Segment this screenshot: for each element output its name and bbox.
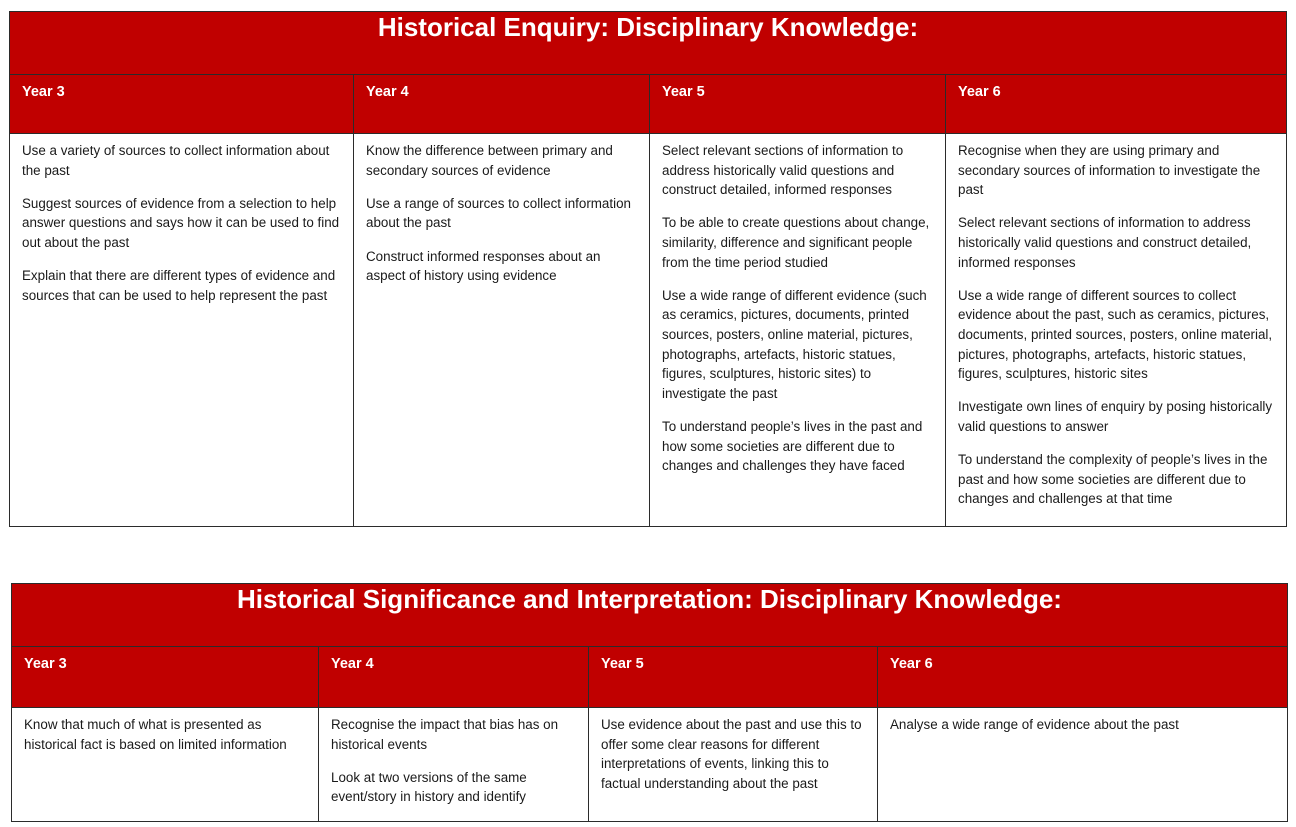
objective-text: Investigate own lines of enquiry by posing historically valid questions to answer: [958, 399, 1273, 434]
year-4-objectives: [319, 708, 589, 822]
objective-text: Use a variety of sources to collect information about the past: [22, 143, 330, 178]
objective-text: Construct informed responses about an aspect of history using evidence: [366, 248, 601, 284]
column-header-year-6: Year 6: [946, 75, 1287, 134]
year-4-objectives: [354, 134, 650, 527]
objective-text: Suggest sources of evidence from a selection to help answer questions and says how it can be used to find out about the past: [22, 195, 340, 250]
year-3-objectives: [10, 134, 354, 527]
objective-text: To be able to create questions about change, similarity, difference and significant people from the time period studied: [662, 215, 930, 270]
year-3-objectives: [12, 708, 319, 822]
year-6-objectives: [946, 134, 1287, 527]
column-header-year-3: Year 3: [12, 647, 319, 708]
column-header-year-4: Year 4: [319, 647, 589, 708]
objective-text: Know that much of what is presented as historical fact is based on limited information: [24, 717, 287, 752]
objective-text: Use a range of sources to collect information about the past: [366, 195, 631, 231]
table-title-text: Historical Significance and Interpretation: Disciplinary Knowledge:: [237, 584, 1062, 614]
column-header-year-3: Year 3: [10, 75, 354, 134]
column-header-year-4: Year 4: [354, 75, 650, 134]
objective-text: Know the difference between primary and secondary sources of evidence: [366, 143, 613, 178]
table-title: [10, 12, 1287, 75]
objective-text: Analyse a wide range of evidence about the past: [890, 717, 1179, 732]
historical-significance-table: [11, 583, 1288, 822]
objective-text: Use evidence about the past and use this to offer some clear reasons for different interpretations of events, linking this to factual understanding about the past: [601, 717, 862, 791]
column-header-year-5: Year 5: [650, 75, 946, 134]
objective-text: Use a wide range of different evidence (such as ceramics, pictures, documents, printed sources, posters, online material, pictures, photographs, artefacts, historic statues, figures, sculptures, historic sites) to investigate the past: [662, 287, 927, 401]
objective-text: To understand the complexity of people’s lives in the past and how some societies are different due to changes and challenges at that time: [958, 452, 1268, 507]
objective-text: To understand people’s lives in the past and how some societies are different due to changes and challenges they have faced: [662, 418, 923, 474]
historical-enquiry-table: [9, 11, 1287, 527]
objective-text: Explain that there are different types of evidence and sources that can be used to help represent the past: [22, 268, 336, 303]
table-title: [12, 584, 1288, 647]
objective-text: Use a wide range of different sources to collect evidence about the past, such as ceramics, pictures, documents, printed sources, posters, online material, pictures, photographs, artefacts, historic statues, figures, sculptures, historic sites: [958, 287, 1273, 382]
year-6-objectives: [878, 708, 1288, 822]
column-header-year-6: Year 6: [878, 647, 1288, 708]
year-5-objectives: [650, 134, 946, 527]
table-title-text: Historical Enquiry: Disciplinary Knowledge:: [377, 12, 919, 42]
objective-text: Recognise the impact that bias has on historical events: [331, 717, 559, 752]
objective-text: Look at two versions of the same event/story in history and identify: [331, 769, 527, 805]
objective-text: Recognise when they are using primary and secondary sources of information to investigate the past: [958, 143, 1261, 198]
objective-text: Select relevant sections of information to address historically valid questions and construct detailed, informed responses: [662, 143, 904, 198]
objective-text: Select relevant sections of information to address historically valid questions and construct detailed, informed responses: [958, 215, 1252, 270]
column-header-year-5: Year 5: [589, 647, 878, 708]
year-5-objectives: [589, 708, 878, 822]
